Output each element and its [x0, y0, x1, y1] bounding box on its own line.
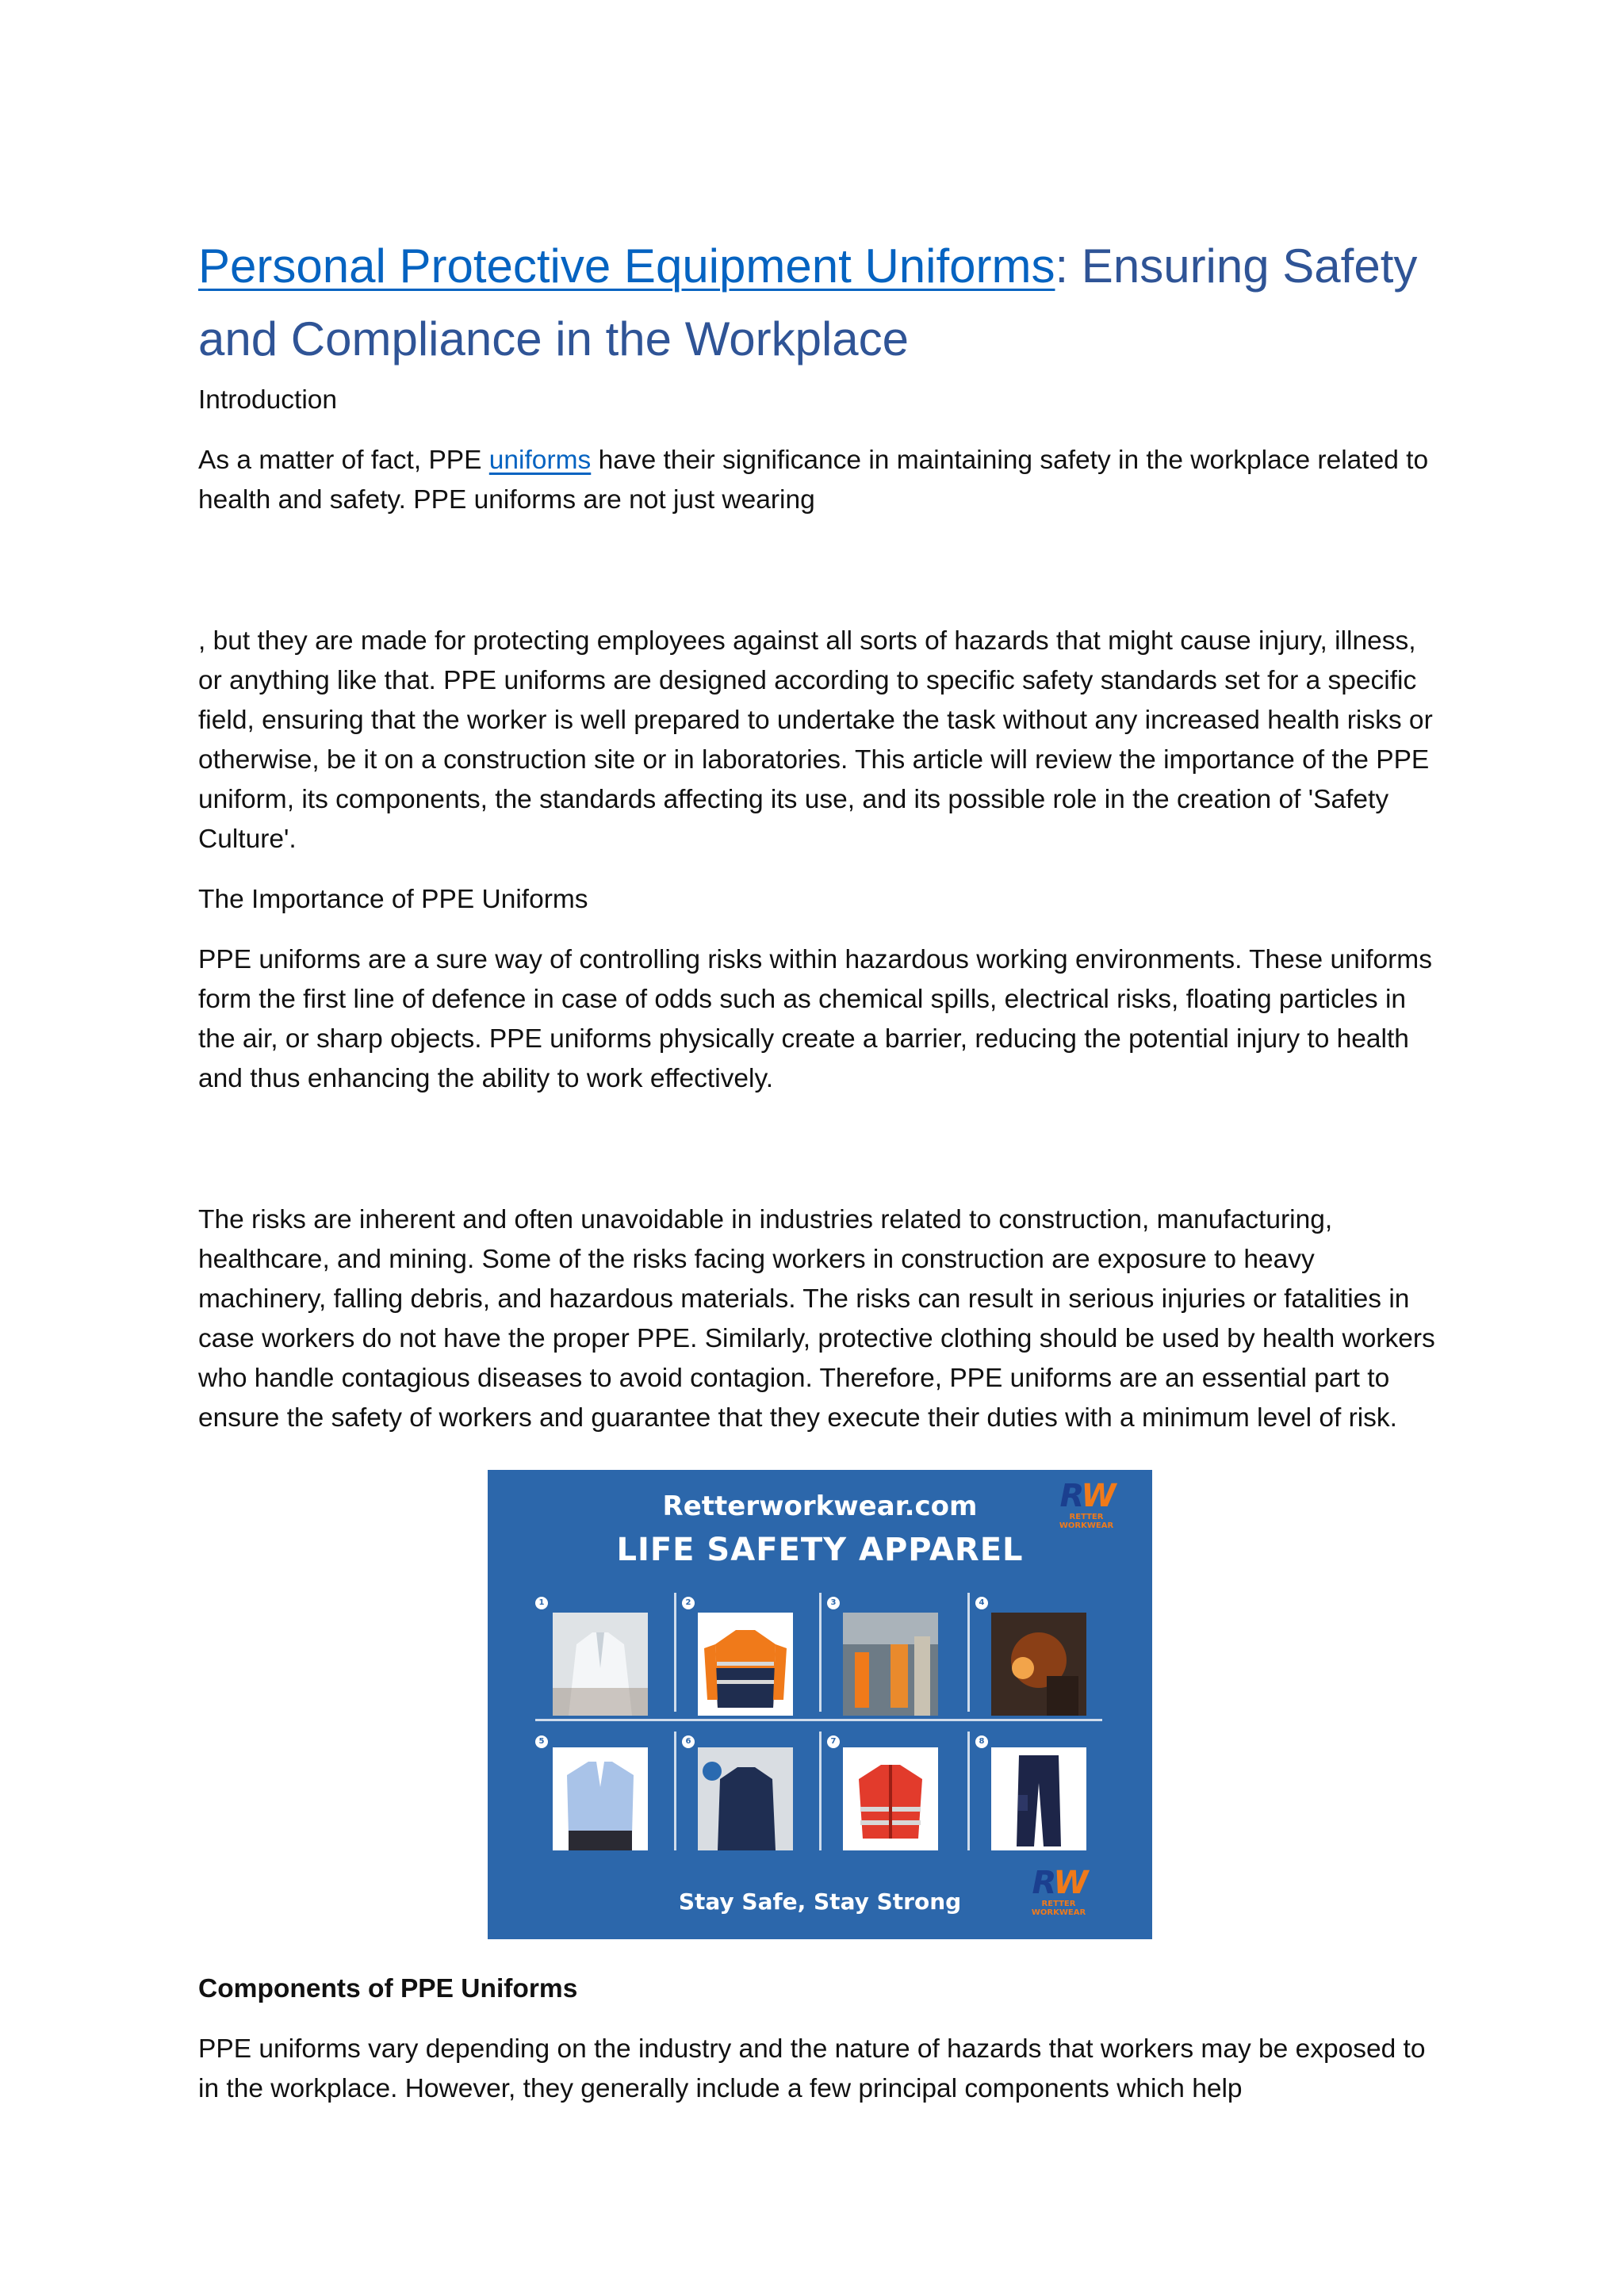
grid-divider	[535, 1719, 1102, 1721]
paragraph-2: , but they are made for protecting employees against all sorts of hazards that might cause injury, illness, or anything like that. PPE uniforms are designed according to specific safety standards set for a specific field, ensuring that the worker is well prepared to undertake the task without any increased health risks or otherwise, be it on a construction site or in laboratories. This article will review the importance of the PPE uniform, its components, the standards affecting its use, and its possible role in the creation of 'Safety Culture'.	[198, 626, 1433, 854]
uniforms-link[interactable]: uniforms	[488, 446, 592, 475]
retter-logo-top	[1043, 1479, 1130, 1535]
item-number: 5	[535, 1735, 548, 1748]
grid-divider	[819, 1593, 822, 1712]
grid-divider	[967, 1593, 970, 1712]
item-number: 2	[682, 1597, 695, 1609]
logo-mark: RW	[1059, 1478, 1113, 1514]
factory-workers-image	[843, 1613, 938, 1716]
grid-divider	[674, 1732, 676, 1850]
banner-site: Retterworkwear.com	[662, 1490, 978, 1522]
grid-divider	[674, 1593, 676, 1712]
blue-shirt-image	[553, 1747, 648, 1850]
item-number: 1	[535, 1597, 548, 1609]
hi-vis-shirt-image	[698, 1613, 793, 1716]
item-number: 6	[682, 1735, 695, 1748]
page-title	[198, 230, 1435, 376]
paragraph-1	[198, 441, 1435, 520]
paragraph-3: PPE uniforms are a sure way of controlling risks within hazardous working environments. These uniforms form the first line of defence in case of odds such as chemical spills, electrical risks, floating particles in the air, or sharp objects. PPE uniforms physically create a barrier, reducing the potential injury to health and thus enhancing the ability to work effectively.	[198, 945, 1432, 1093]
grid-divider	[819, 1732, 822, 1850]
lab-coat-image	[553, 1613, 648, 1716]
life-safety-apparel-banner	[488, 1470, 1152, 1939]
title-link[interactable]: Personal Protective Equipment Uniforms	[198, 239, 1055, 293]
logo-brand: RETTER WORKWEAR	[1031, 1900, 1086, 1917]
banner-headline: LIFE SAFETY APPAREL	[616, 1532, 1024, 1568]
item-number: 3	[827, 1597, 840, 1609]
paragraph-1-end: have their significance in maintaining safety in the workplace related to health and safety. PPE uniforms are not just wearing	[198, 446, 1429, 515]
title-rest: : Ensuring Safety and Compliance in the Workplace	[198, 239, 1418, 365]
red-jacket-image	[843, 1747, 938, 1850]
paragraph-1-start: As a matter of fact, PPE	[198, 446, 489, 475]
logo-brand: RETTER WORKWEAR	[1059, 1513, 1114, 1530]
logo-mark: RW	[1032, 1865, 1086, 1901]
navy-top-image	[698, 1747, 793, 1850]
welder-image	[991, 1613, 1086, 1716]
banner-tagline: Stay Safe, Stay Strong	[678, 1888, 962, 1915]
retter-logo-bottom	[1015, 1866, 1102, 1922]
paragraph-5: PPE uniforms vary depending on the industry and the nature of hazards that workers may be exposed to in the workplace. However, they generally include a few principal components which help	[198, 2034, 1426, 2103]
grid-divider	[967, 1732, 970, 1850]
intro-heading: Introduction	[198, 385, 338, 415]
importance-heading: The Importance of PPE Uniforms	[198, 885, 588, 914]
item-number: 4	[975, 1597, 988, 1609]
paragraph-4: The risks are inherent and often unavoidable in industries related to construction, manufacturing, healthcare, and mining. Some of the risks facing workers in construction are exposure to heavy machinery, falling debris, and hazardous materials. The risks can result in serious injuries or fatalities in case workers do not have the proper PPE. Similarly, protective clothing should be used by health workers who handle contagious diseases to avoid contagion. Therefore, PPE uniforms are an essential part to ensure the safety of workers and guarantee that they execute their duties with a minimum level of risk.	[198, 1205, 1435, 1433]
work-trousers-image	[991, 1747, 1086, 1850]
item-number: 7	[827, 1735, 840, 1748]
components-heading: Components of PPE Uniforms	[198, 1974, 578, 2003]
item-number: 8	[975, 1735, 988, 1748]
